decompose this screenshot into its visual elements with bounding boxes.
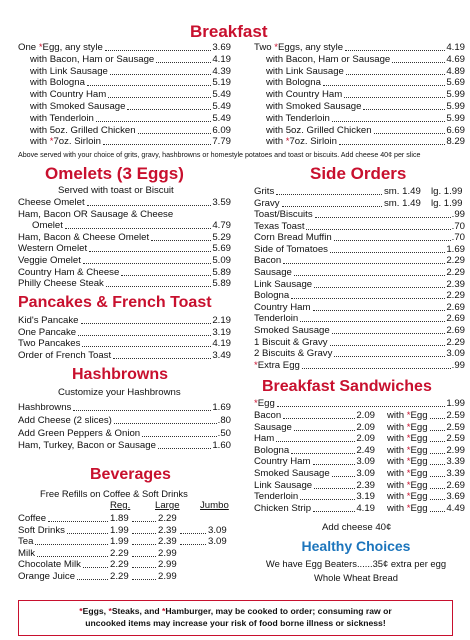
leader-dots [345, 43, 445, 51]
leader-dots [103, 137, 211, 145]
leader-dots [294, 423, 355, 431]
leader-dots [132, 526, 156, 534]
leader-dots [430, 457, 446, 465]
omelet-item: Cheese Omelet [18, 197, 85, 208]
breakfast-two-eggs-item: Two *Eggs, any style [254, 42, 344, 53]
hashbrown-item: Add Cheese (2 slices) [18, 414, 112, 426]
menu-item-price: 4.19 [446, 42, 465, 53]
healthy-choices-box [250, 538, 462, 594]
beverage-label: Tea [18, 536, 34, 548]
leader-dots [105, 43, 212, 51]
beverage-price-reg: 1.99 [110, 536, 129, 548]
leader-dots [323, 78, 445, 86]
beverage-price-reg: 2.29 [110, 559, 129, 571]
menu-item-price: 5.69 [446, 77, 465, 89]
menu-item-price: 2.39 [356, 479, 375, 491]
leader-dots [121, 268, 211, 276]
menu-item-price: .80 [217, 414, 231, 426]
menu-item-price: 5.09 [212, 255, 231, 266]
healthy-line1: We have Egg Beaters......35¢ extra per egg [265, 558, 447, 569]
omelet-item: Omelet [32, 220, 63, 232]
leader-dots [314, 280, 445, 288]
leader-dots [363, 102, 445, 110]
leader-dots [330, 245, 445, 253]
leader-dots [156, 55, 211, 63]
beverage-price-reg: 1.89 [110, 513, 129, 524]
leader-dots [430, 469, 446, 477]
leader-dots [276, 187, 382, 195]
menu-item-price: 2.09 [356, 421, 375, 433]
omelet-item: Ham, Bacon OR Sausage & Cheese [18, 208, 174, 220]
leader-dots [81, 316, 212, 324]
leader-dots [127, 102, 211, 110]
side-item-sm-price: sm. 1.49 [384, 197, 421, 209]
leader-dots [300, 492, 355, 500]
breakfast-two-eggs-item: with Bologna [266, 77, 321, 89]
pancake-item: Order of French Toast [18, 349, 112, 361]
leader-dots [313, 504, 355, 512]
beverage-header: Jumbo [200, 500, 229, 511]
leader-dots [334, 233, 451, 241]
breakfast-two-eggs-item: with Tenderloin [266, 112, 330, 124]
leader-dots [158, 441, 211, 449]
leader-dots [87, 78, 211, 86]
menu-item-price: 5.89 [212, 266, 231, 278]
beverage-label: Orange Juice [18, 571, 76, 582]
leader-dots [132, 549, 156, 557]
leader-dots [313, 303, 446, 311]
leader-dots [306, 222, 450, 230]
disclaimer-line1: *Eggs, *Steaks, and *Hamburger, may be cooked to order; consuming raw or [79, 606, 392, 616]
menu-item-price: 4.69 [446, 53, 465, 65]
menu-item-price: 5.99 [446, 101, 465, 112]
menu-item-price: 2.69 [446, 325, 465, 336]
pancakes-title: Pancakes & French Toast [18, 294, 212, 311]
menu-item-price: 4.49 [446, 502, 465, 514]
leader-dots [65, 221, 211, 229]
side-item: Toast/Biscuits [254, 209, 313, 220]
menu-item-price: 4.79 [212, 220, 231, 232]
menu-item-price: 3.09 [446, 348, 465, 360]
side-item-sm-price: sm. 1.49 [384, 186, 421, 197]
sandwich-item: Link Sausage [254, 479, 313, 491]
leader-dots [87, 198, 212, 206]
leader-dots [332, 469, 356, 477]
menu-item-price: 1.69 [212, 402, 231, 413]
leader-dots [283, 411, 355, 419]
menu-item-price: 2.09 [356, 433, 375, 445]
menu-item-price: 3.39 [446, 468, 465, 479]
leader-dots [96, 114, 211, 122]
menu-item-price: 2.29 [446, 290, 465, 302]
leader-dots [37, 549, 108, 557]
breakfast-one-egg-item: One *Egg, any style [18, 42, 103, 53]
leader-dots [35, 537, 108, 545]
breakfast-title: Breakfast [190, 22, 268, 41]
leader-dots [332, 326, 446, 334]
breakfast-two-eggs-item: with *7oz. Sirloin [266, 136, 337, 148]
hashbrown-item: Add Green Peppers & Onion [18, 427, 141, 439]
sandwich-egg-item: *Egg [254, 398, 275, 409]
leader-dots [132, 537, 156, 545]
menu-item-price: 2.59 [446, 433, 465, 445]
menu-item-price: 2.59 [446, 421, 465, 433]
menu-item-price: 2.29 [446, 255, 465, 267]
menu-item-price: 5.49 [212, 89, 231, 101]
sandwich-item: Bologna [254, 444, 290, 456]
leader-dots [276, 434, 355, 442]
leader-dots [330, 338, 446, 346]
sandwich-item: Smoked Sausage [254, 468, 330, 479]
leader-dots [314, 481, 355, 489]
beverage-price-jumbo: 3.09 [208, 524, 227, 536]
breakfast-one-egg-item: with Smoked Sausage [30, 101, 126, 112]
menu-item-price: 2.29 [446, 267, 465, 278]
beverage-price-large: 2.39 [158, 524, 177, 536]
omelets-subtitle: Served with toast or Biscuit [58, 185, 174, 196]
sandwich-add-cheese: Add cheese 40¢ [322, 522, 392, 533]
breakfast-note: Above served with your choice of grits, gravy, hashbrowns or homestyle potatoes and toast or biscuits. Add cheese 40¢ per slice [18, 151, 421, 159]
menu-item-price: 4.19 [356, 502, 375, 514]
leader-dots [313, 457, 356, 465]
sandwich-with-egg: with *Egg [387, 491, 428, 503]
menu-item-price: 3.09 [356, 456, 375, 468]
menu-item-price: 2.59 [446, 410, 465, 421]
menu-item-price: 2.09 [356, 410, 375, 421]
menu-item-price: 3.59 [212, 197, 231, 208]
pancake-item: Two Pancakes [18, 338, 81, 350]
leader-dots [48, 514, 108, 522]
leader-dots [374, 126, 446, 134]
leader-dots [77, 572, 108, 580]
beverage-header: Reg. [110, 500, 131, 511]
menu-item-price: 5.49 [212, 101, 231, 112]
menu-item-price: 2.99 [446, 444, 465, 456]
omelet-item: Philly Cheese Steak [18, 278, 104, 290]
leader-dots [132, 572, 156, 580]
leader-dots [78, 328, 211, 336]
menu-item-price: 1.60 [212, 440, 231, 452]
beverage-price-large: 2.99 [158, 571, 177, 582]
menu-item-price: 1.99 [446, 398, 465, 409]
leader-dots [67, 526, 108, 534]
beverage-label: Soft Drinks [18, 524, 65, 536]
menu-item-price: 2.49 [356, 444, 375, 456]
sandwich-item: Tenderloin [254, 491, 299, 503]
side-item: Bologna [254, 290, 290, 302]
leader-dots [151, 233, 211, 241]
menu-item-price: 4.89 [446, 65, 465, 77]
breakfast-two-eggs-item: with Smoked Sausage [266, 101, 362, 112]
sandwich-with-egg: with *Egg [387, 456, 428, 468]
side-item-label: Gravy [254, 197, 280, 209]
omelet-item: Country Ham & Cheese [18, 266, 120, 278]
leader-dots [110, 67, 211, 75]
leader-dots [82, 339, 211, 347]
menu-item-price: 5.89 [212, 278, 231, 290]
leader-dots [430, 504, 446, 512]
pancake-item: One Pancake [18, 326, 77, 338]
leader-dots [132, 560, 156, 568]
breakfast-one-egg-item: with Tenderloin [30, 112, 94, 124]
breakfast-one-egg-item: with 5oz. Grilled Chicken [30, 124, 136, 136]
leader-dots [106, 279, 211, 287]
pancake-item: Kid's Pancake [18, 315, 79, 326]
beverage-price-jumbo: 3.09 [208, 536, 227, 548]
menu-item-price: 3.69 [446, 491, 465, 503]
menu-item-price: .99 [451, 359, 465, 371]
leader-dots [339, 137, 445, 145]
leader-dots [83, 560, 108, 568]
leader-dots [138, 126, 212, 134]
hashbrowns-subtitle: Customize your Hashbrowns [58, 387, 181, 398]
leader-dots [180, 526, 206, 534]
leader-dots [430, 492, 446, 500]
leader-dots [291, 291, 445, 299]
sandwiches-title: Breakfast Sandwiches [262, 378, 432, 395]
leader-dots [294, 268, 445, 276]
leader-dots [291, 446, 355, 454]
menu-item-price: 7.79 [212, 136, 231, 148]
leader-dots [430, 446, 446, 454]
beverage-price-reg: 2.29 [110, 547, 129, 559]
leader-dots [430, 423, 446, 431]
omelets-title: Omelets (3 Eggs) [45, 164, 184, 183]
side-item: Bacon [254, 255, 282, 267]
breakfast-two-eggs-item: with Link Sausage [266, 65, 344, 77]
beverage-header: Large [155, 500, 180, 511]
menu-item-price: .99 [451, 209, 465, 220]
breakfast-one-egg-item: with Bologna [30, 77, 85, 89]
side-item-lg-price: lg. 1.99 [431, 186, 463, 197]
breakfast-one-egg-item: with Country Ham [30, 89, 107, 101]
leader-dots [332, 114, 445, 122]
menu-item-price: 5.99 [446, 89, 465, 101]
beverage-price-large: 2.99 [158, 559, 177, 571]
menu-item-price: 3.19 [212, 326, 231, 338]
leader-dots [430, 434, 446, 442]
sandwich-item: Chicken Strip [254, 502, 312, 514]
leader-dots [283, 256, 445, 264]
menu-item-price: 2.69 [446, 301, 465, 313]
sandwich-with-egg: with *Egg [387, 410, 428, 421]
leader-dots [113, 351, 211, 359]
side-item: 1 Biscuit & Gravy [254, 336, 328, 348]
omelet-item: Veggie Omelet [18, 255, 81, 266]
leader-dots [142, 429, 217, 437]
menu-item-price: 6.69 [446, 124, 465, 136]
beverages-subtitle: Free Refills on Coffee & Soft Drinks [40, 488, 188, 499]
omelet-item: Ham, Bacon & Cheese Omelet [18, 231, 150, 243]
leader-dots [430, 411, 446, 419]
menu-item-price: .70 [451, 232, 465, 244]
breakfast-one-egg-item: with *7oz. Sirloin [30, 136, 101, 148]
leader-dots [277, 399, 446, 407]
menu-item-price: .50 [217, 427, 231, 439]
disclaimer-line2: uncooked items may increase your risk of food borne illness or sickness! [85, 618, 386, 628]
breakfast-one-egg-item: with Bacon, Ham or Sausage [30, 53, 155, 65]
menu-item-price: 5.29 [212, 231, 231, 243]
leader-dots [315, 210, 451, 218]
hashbrown-item: Hashbrowns [18, 402, 72, 413]
leader-dots [73, 403, 211, 411]
sandwich-with-egg: with *Egg [387, 502, 428, 514]
sandwich-with-egg: with *Egg [387, 444, 428, 456]
side-item: 2 Biscuits & Gravy [254, 348, 333, 360]
side-item: *Extra Egg [254, 359, 300, 371]
side-item: Country Ham [254, 301, 311, 313]
side-item: Corn Bread Muffin [254, 232, 332, 244]
healthy-line2: Whole Wheat Bread [314, 572, 398, 583]
beverage-price-large: 2.29 [158, 513, 177, 524]
leader-dots [89, 244, 211, 252]
menu-item-price: 5.49 [212, 112, 231, 124]
leader-dots [132, 514, 156, 522]
sandwich-with-egg: with *Egg [387, 468, 428, 479]
beverage-label: Coffee [18, 513, 47, 524]
leader-dots [392, 55, 445, 63]
sandwich-item: Bacon [254, 410, 282, 421]
menu-item-price: 4.39 [212, 65, 231, 77]
side-item: Side of Tomatoes [254, 243, 328, 255]
menu-item-price: 1.69 [446, 243, 465, 255]
hashbrowns-title: Hashbrowns [72, 366, 169, 383]
breakfast-two-eggs-item: with Bacon, Ham or Sausage [266, 53, 391, 65]
sandwich-item: Sausage [254, 421, 292, 433]
side-item: Texas Toast [254, 220, 305, 232]
hashbrown-item: Ham, Turkey, Bacon or Sausage [18, 440, 156, 452]
disclaimer-box [18, 600, 453, 636]
beverage-price-large: 2.99 [158, 547, 177, 559]
sandwich-item: Country Ham [254, 456, 311, 468]
sandwich-item: Ham [254, 433, 275, 445]
leader-dots [300, 314, 445, 322]
leader-dots [346, 67, 445, 75]
healthy-title: Healthy Choices [301, 538, 411, 554]
side-item-lg-price: lg. 1.99 [431, 197, 463, 209]
menu-item-price: 4.19 [212, 53, 231, 65]
menu-item-price: 8.29 [446, 136, 465, 148]
menu-item-price: 3.39 [446, 456, 465, 468]
menu-item-price: 4.19 [212, 338, 231, 350]
menu-item-price: .70 [451, 220, 465, 232]
beverage-price-reg: 1.99 [110, 524, 129, 536]
menu-item-price: 3.19 [356, 491, 375, 503]
menu-item-price: 3.09 [356, 468, 375, 479]
sandwich-with-egg: with *Egg [387, 421, 428, 433]
sandwich-with-egg: with *Egg [387, 433, 428, 445]
menu-item-price: 2.69 [446, 479, 465, 491]
omelet-item: Western Omelet [18, 243, 88, 255]
side-item: Tenderloin [254, 313, 299, 325]
sandwich-with-egg: with *Egg [387, 479, 428, 491]
menu-item-price: 3.49 [212, 349, 231, 361]
menu-item-price: 3.69 [212, 42, 231, 53]
beverage-label: Milk [18, 547, 36, 559]
beverage-label: Chocolate Milk [18, 559, 81, 571]
menu-item-price: 5.99 [446, 112, 465, 124]
leader-dots [114, 416, 217, 424]
side-item: Link Sausage [254, 278, 313, 290]
leader-dots [282, 199, 382, 207]
leader-dots [108, 90, 211, 98]
menu-item-price: 2.19 [212, 315, 231, 326]
breakfast-two-eggs-item: with Country Ham [266, 89, 343, 101]
beverages-title: Beverages [90, 466, 171, 483]
menu-item-price: 2.39 [446, 278, 465, 290]
beverage-price-large: 2.39 [158, 536, 177, 548]
leader-dots [344, 90, 445, 98]
menu-item-price: 6.09 [212, 124, 231, 136]
breakfast-two-eggs-item: with 5oz. Grilled Chicken [266, 124, 372, 136]
side-item: Smoked Sausage [254, 325, 330, 336]
side-item: Sausage [254, 267, 292, 278]
menu-item-price: 5.69 [212, 243, 231, 255]
menu-item-price: 2.69 [446, 313, 465, 325]
leader-dots [302, 361, 451, 369]
leader-dots [83, 256, 211, 264]
leader-dots [334, 349, 445, 357]
leader-dots [430, 481, 446, 489]
sides-title: Side Orders [310, 164, 407, 183]
leader-dots [180, 537, 206, 545]
breakfast-one-egg-item: with Link Sausage [30, 65, 108, 77]
menu-item-price: 5.19 [212, 77, 231, 89]
menu-item-price: 2.29 [446, 336, 465, 348]
beverage-price-reg: 2.29 [110, 571, 129, 582]
side-item-label: Grits [254, 186, 275, 197]
